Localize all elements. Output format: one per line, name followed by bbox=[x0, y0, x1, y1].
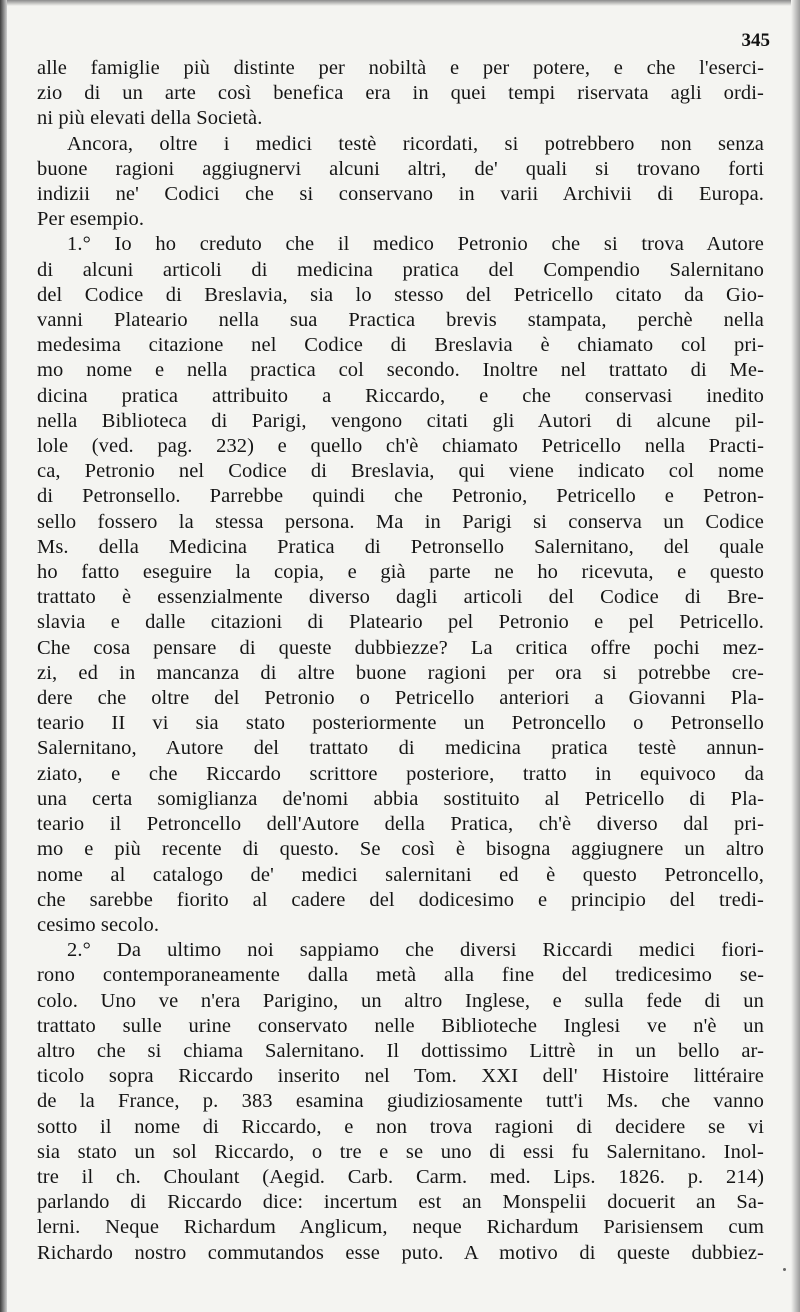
text-line: che sarebbe fiorito al cadere del dodicesimo e principio del tredi- bbox=[37, 888, 764, 911]
body-text bbox=[37, 56, 764, 1266]
text-line: nome al catalogo de' medici salernitani ed è questo Petroncello, bbox=[37, 863, 764, 886]
text-line: ca, Petronio nel Codice di Breslavia, qui viene indicato col nome bbox=[37, 460, 764, 483]
text-line: de la France, p. 383 esamina giudiziosamente tutt'i Ms. che vanno bbox=[37, 1090, 764, 1113]
text-line: mo nome e nella practica col secondo. Inoltre nel trattato di Me- bbox=[37, 359, 764, 382]
text-line: medesima citazione nel Codice di Breslavia è chiamato col pri- bbox=[37, 334, 764, 357]
page-number: 345 bbox=[741, 30, 770, 51]
text-line: mo e più recente di questo. Se così è bisogna aggiugnere un altro bbox=[37, 838, 764, 861]
text-line: cesimo secolo. bbox=[37, 913, 160, 936]
text-line: altro che si chiama Salernitano. Il dottissimo Littrè in un bello ar- bbox=[37, 1039, 764, 1062]
text-line: ziato, e che Riccardo scrittore posteriore, tratto in equivoco da bbox=[37, 762, 764, 785]
text-line: di Petronsello. Parrebbe quindi che Petronio, Petricello e Petron- bbox=[37, 485, 764, 508]
text-line: nella Biblioteca di Parigi, vengono citati gli Autori di alcune pil- bbox=[37, 409, 764, 432]
text-line: sia stato un sol Riccardo, o tre e se uno di essi fu Salernitano. Inol- bbox=[37, 1140, 764, 1163]
text-line: ni più elevati della Società. bbox=[37, 107, 263, 130]
text-line: Richardo nostro commutandos esse puto. A motivo di queste dubbiez- bbox=[37, 1241, 764, 1264]
text-line: slavia e dalle citazioni di Plateario pel Petronio e pel Petricello. bbox=[37, 611, 764, 634]
text-line: ticolo sopra Riccardo inserito nel Tom. XXI dell' Histoire littéraire bbox=[37, 1065, 764, 1088]
text-line: lerni. Neque Richardum Anglicum, neque Richardum Parisiensem cum bbox=[37, 1216, 764, 1239]
text-line: vanni Plateario nella sua Practica brevis stampata, perchè nella bbox=[37, 309, 764, 332]
text-line: alle famiglie più distinte per nobiltà e per potere, e che l'eserci- bbox=[37, 57, 764, 79]
text-line: Ancora, oltre i medici testè ricordati, si potrebbero non senza bbox=[67, 132, 764, 155]
text-line: sotto il nome di Riccardo, e non trova ragioni di decidere se vi bbox=[37, 1115, 764, 1138]
text-line: Ms. della Medicina Pratica di Petronsello Salernitano, del quale bbox=[37, 535, 764, 558]
text-line: trattato sulle urine conservato nelle Biblioteche Inglesi ve n'è un bbox=[37, 1014, 764, 1037]
text-line: ho fatto eseguire la copia, e già parte ne ho ricevuta, e questo bbox=[37, 561, 764, 584]
text-line: tre il ch. Choulant (Aegid. Carb. Carm. med. Lips. 1826. p. 214) bbox=[37, 1165, 764, 1188]
text-line: buone ragioni aggiugnervi alcuni altri, de' quali si trovano forti bbox=[37, 157, 764, 180]
text-line: zi, ed in mancanza di altre buone ragioni per ora si potrebbe cre- bbox=[37, 661, 764, 684]
text-line: Per esempio. bbox=[37, 208, 145, 231]
text-line: dere che oltre del Petronio o Petricello anteriori a Giovanni Pla- bbox=[37, 687, 764, 710]
text-line: trattato è essenzialmente diverso dagli articoli del Codice di Bre- bbox=[37, 586, 764, 609]
text-line: parlando di Riccardo dice: incertum est an Monspelii docuerit an Sa- bbox=[37, 1191, 764, 1214]
page-edge-top bbox=[0, 0, 800, 6]
text-line: teario II vi sia stato posteriormente un Petroncello o Petronsello bbox=[37, 712, 764, 735]
text-line: una certa somiglianza de'nomi abbia sostituito al Petricello di Pla- bbox=[37, 787, 764, 810]
text-line: sello fossero la stessa persona. Ma in Parigi si conserva un Codice bbox=[37, 510, 764, 533]
text-line: Che cosa pensare di queste dubbiezze? La critica offre pochi mez- bbox=[37, 636, 764, 659]
page-edge-right bbox=[791, 0, 800, 1312]
text-line: 2.° Da ultimo noi sappiamo che diversi Riccardi medici fiori- bbox=[67, 939, 764, 962]
text-line: teario il Petroncello dell'Autore della Pratica, ch'è diverso dal pri- bbox=[37, 813, 764, 836]
text-line: Salernitano, Autore del trattato di medicina pratica testè annun- bbox=[37, 737, 764, 760]
text-line: zio di un arte così benefica era in quei tempi riservata agli ordi- bbox=[37, 82, 764, 105]
speck-mark bbox=[783, 1268, 786, 1271]
page-edge-left bbox=[0, 0, 7, 1312]
text-line: lole (ved. pag. 232) e quello ch'è chiamato Petricello nella Practi- bbox=[37, 435, 764, 458]
text-line: 1.° Io ho creduto che il medico Petronio che si trova Autore bbox=[67, 233, 764, 256]
text-line: indizii ne' Codici che si conservano in varii Archivii di Europa. bbox=[37, 183, 764, 206]
text-line: rono contemporaneamente dalla metà alla fine del tredicesimo se- bbox=[37, 964, 764, 987]
text-line: di alcuni articoli di medicina pratica del Compendio Salernitano bbox=[37, 258, 764, 281]
text-line: del Codice di Breslavia, sia lo stesso del Petricello citato da Gio- bbox=[37, 283, 764, 306]
text-line: dicina pratica attribuito a Riccardo, e che conservasi inedito bbox=[37, 384, 764, 407]
text-line: colo. Uno ve n'era Parigino, un altro Inglese, e sulla fede di un bbox=[37, 989, 764, 1012]
